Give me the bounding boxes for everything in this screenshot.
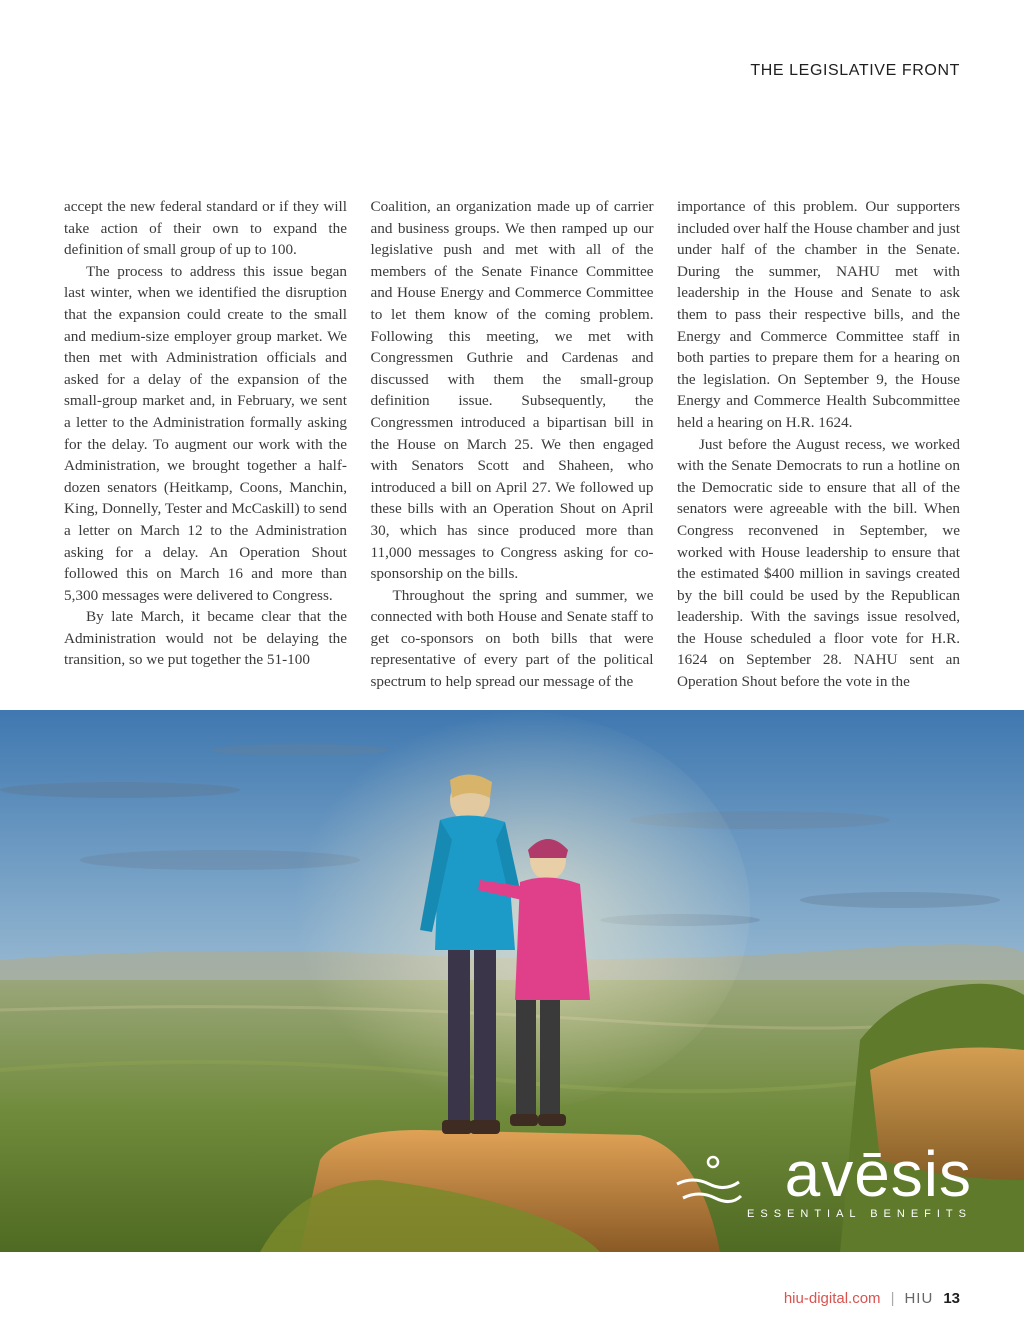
footer-separator: |	[890, 1290, 895, 1307]
page-number: 13	[943, 1290, 960, 1307]
brand-name: avēsis	[784, 1138, 972, 1210]
publication-name: HIU	[904, 1290, 934, 1307]
paragraph: Throughout the spring and summer, we connected with both House and Senate staff to get co-sponsors on both bills that were representative of every part of the political spectrum to help spread our message of the	[370, 586, 654, 691]
site-link[interactable]: hiu-digital.com	[783, 1290, 881, 1307]
paragraph: By late March, it became clear that the Administration would not be delaying the transition, so we put together the 51-100	[64, 608, 347, 669]
paragraph: Coalition, an organization made up of carrier and business groups. We then ramped up our legislative push and met with all of the members of the Senate Finance Committee and House Energy and Commerce Committee to let them know of the coming problem. Following this meeting, we met with Congressmen Guthrie and Cardenas and discussed with them the small-group definition issue. Subsequently, the Congressmen introduced a bipartisan bill in the House on March 25. We then engaged with Senators Scott and Shaheen, who introduced a bill on April 27. We followed up these bills with an Operation Shout on April 30, which has since produced more than 11,000 messages to Congress asking for co-sponsorship on the bills.	[370, 198, 654, 583]
paragraph: Just before the August recess, we worked with the Senate Democrats to run a hotline on the Democratic side to ensure that all of the senators were agreeable with the bill. When Congress reconvened in September, we worked with House leadership to ensure that the estimated $400 million in savings created by the bill could be used by the Republican leadership. With the savings issue resolved, the House scheduled a floor vote for H.R. 1624 on September 28. NAHU sent an Operation Shout before the vote in the	[677, 435, 960, 691]
article-column-3	[677, 196, 960, 700]
page-footer	[784, 1290, 960, 1307]
section-title: THE LEGISLATIVE FRONT	[750, 62, 960, 79]
advertisement-photo	[0, 710, 1024, 1252]
article-column-2	[371, 196, 654, 700]
paragraph: The process to address this issue began last winter, when we identified the disruption that the expansion could create to the small and medium-size employer group market. We then met with Administration officials and asked for a delay of the expansion of the small-group market and, in February, we sent a letter to the Administration formally asking for the delay. To augment our work with the Administration, we brought together a half-dozen senators (Heitkamp, Coons, Manchin, King, Donnelly, Tester and McCaskill) to send a letter on March 12 to the Administration asking for a delay. An Operation Shout followed this on March 16 and more than 5,300 messages were delivered to Congress.	[64, 262, 347, 604]
swoosh-icon	[673, 1154, 743, 1214]
article-column-1	[64, 196, 347, 700]
paragraph: accept the new federal standard or if they will take action of their own to expand the definition of small group of up to 100.	[64, 198, 347, 259]
paragraph: importance of this problem. Our supporters included over half the House chamber and just under half of the chamber in the Senate. During the summer, NAHU met with leadership in the House and Senate to ask them to pass their respective bills, and the Energy and Commerce Committee staff in both parties to prepare them for a hearing on the legislation. On September 9, the House Energy and Commerce Health Subcommittee held a hearing on H.R. 1624.	[677, 198, 960, 431]
article-body	[64, 196, 960, 700]
avesis-logo	[747, 1138, 972, 1220]
brand-tagline: ESSENTIAL BENEFITS	[747, 1208, 972, 1220]
